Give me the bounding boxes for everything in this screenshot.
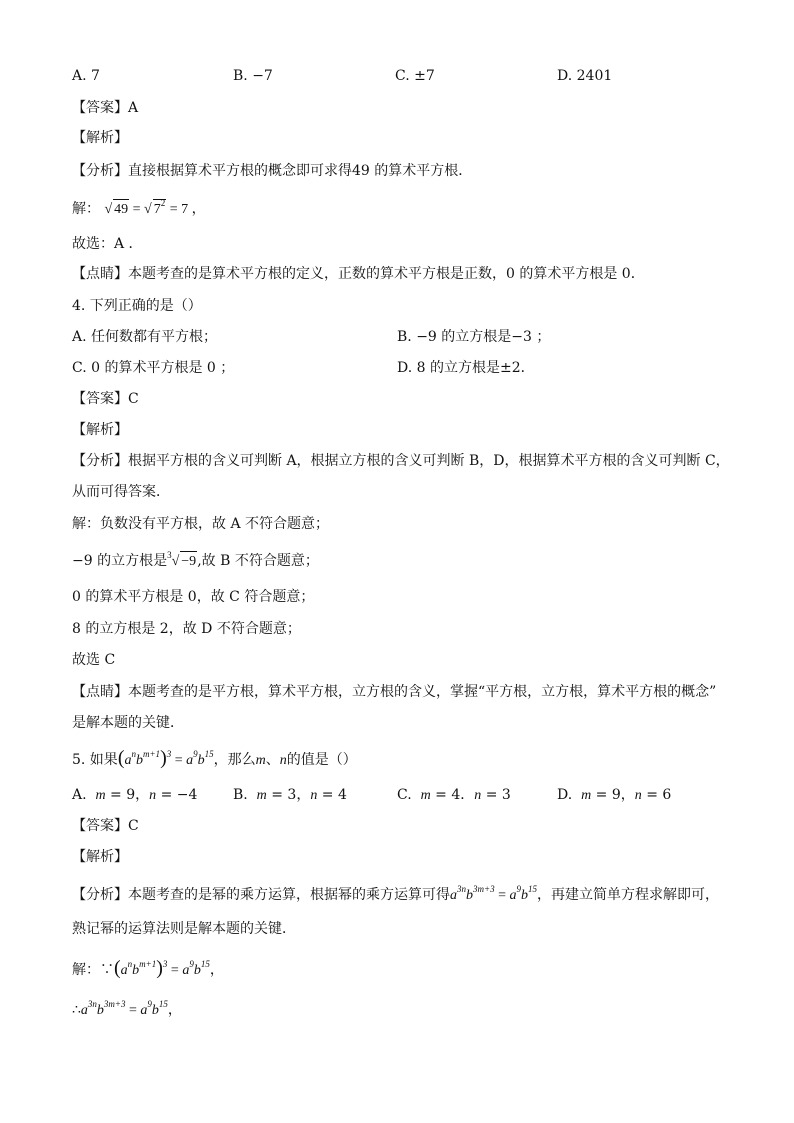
option-a: A. 7 <box>72 68 100 84</box>
q5-analysis-1: 【分析】本题考查的是幂的乘方运算，根据幂的乘方运算可得$a^{3n}b^{3m+3} = a^9b^{15}$，再建立简单方程求解即可， <box>72 884 719 903</box>
option-d: D. 2401 <box>557 68 613 84</box>
solution-line: 解： √ 49 = √ $7^2 = 7$ ， <box>72 199 754 220</box>
q4-option-b: B. −9 的立方根是−3 ； <box>397 329 551 345</box>
q4-solve-2: −9 的立方根是$^3$√ −9,故 B 不符合题意； <box>72 551 754 572</box>
solution-prefix: 解： <box>72 201 100 217</box>
analysis-text: 【分析】直接根据算术平方根的概念即可求得49 的算术平方根． <box>72 163 473 179</box>
q4-solve-1: 解：负数没有平方根，故 A 不符合题意； <box>72 516 330 532</box>
q4-key-point-2: 是解本题的关键． <box>72 715 184 731</box>
key-point-text: 【点睛】本题考查的是算术平方根的定义，正数的算术平方根是正数，0 的算术平方根是 0． <box>72 266 645 282</box>
q5-analysis-2: 熟记幂的运算法则是解本题的关键． <box>72 921 296 937</box>
q4-analysis-label: 【解析】 <box>72 422 128 438</box>
q4-solve-4: 8 的立方根是 2，故 D 不符合题意； <box>72 621 301 637</box>
q5-solve-2: $\therefore a^{3n}b^{3m+3} = a^9b^{15}$， <box>72 999 182 1018</box>
q4-key-point-1: 【点睛】本题考查的是平方根，算术平方根，立方根的含义，掌握“平方根，立方根，算术平方根的概念” <box>72 684 717 700</box>
option-c: C. ±7 <box>395 68 435 84</box>
cube-root-expression: $^3$√ −9 <box>167 554 197 569</box>
q4-analysis-2: 从而可得答案． <box>72 484 170 500</box>
q4-option-d: D. 8 的立方根是±2． <box>397 360 535 376</box>
q4-analysis-1: 【分析】根据平方根的含义可判断 A，根据立方根的含义可判断 B，D，根据算术平方根的含义可判断 C， <box>72 453 730 469</box>
option-b: B. −7 <box>233 68 273 84</box>
q5-solve-1: 解：$\because(a^nb^{m+1})^3 = a^9b^{15}$， <box>72 957 224 979</box>
q5-option-c: C. m = 4．n = 3 <box>397 787 511 803</box>
q5-analysis-label: 【解析】 <box>72 849 128 865</box>
q5-option-a: A. m = 9，n = −4 <box>72 787 198 803</box>
analysis-label: 【解析】 <box>72 130 128 146</box>
q4-choose: 故选 C <box>72 652 116 668</box>
question-5-stem: 5. 如果$(a^nb^{m+1})^3 = a^9b^{15}$，那么m、n的值是（） <box>72 747 357 769</box>
power-expression: $(a^nb^{m+1})^3 = a^9b^{15}$ <box>117 747 214 769</box>
sqrt-expression: √ 49 = √ $7^2 = 7$ <box>104 202 191 217</box>
q5-answer: 【答案】C <box>72 818 139 834</box>
answer-label: 【答案】A <box>72 100 139 116</box>
q4-answer: 【答案】C <box>72 391 139 407</box>
q4-option-a: A. 任何数都有平方根； <box>72 329 218 345</box>
q4-option-c: C. 0 的算术平方根是 0 ； <box>72 360 235 376</box>
q5-option-b: B. m = 3，n = 4 <box>233 787 347 803</box>
choose-line: 故选：A ． <box>72 236 143 252</box>
q5-option-d: D. m = 9，n = 6 <box>557 787 672 803</box>
question-4-stem: 4. 下列正确的是（） <box>72 298 202 314</box>
q4-solve-3: 0 的算术平方根是 0，故 C 符合题意； <box>72 589 315 605</box>
